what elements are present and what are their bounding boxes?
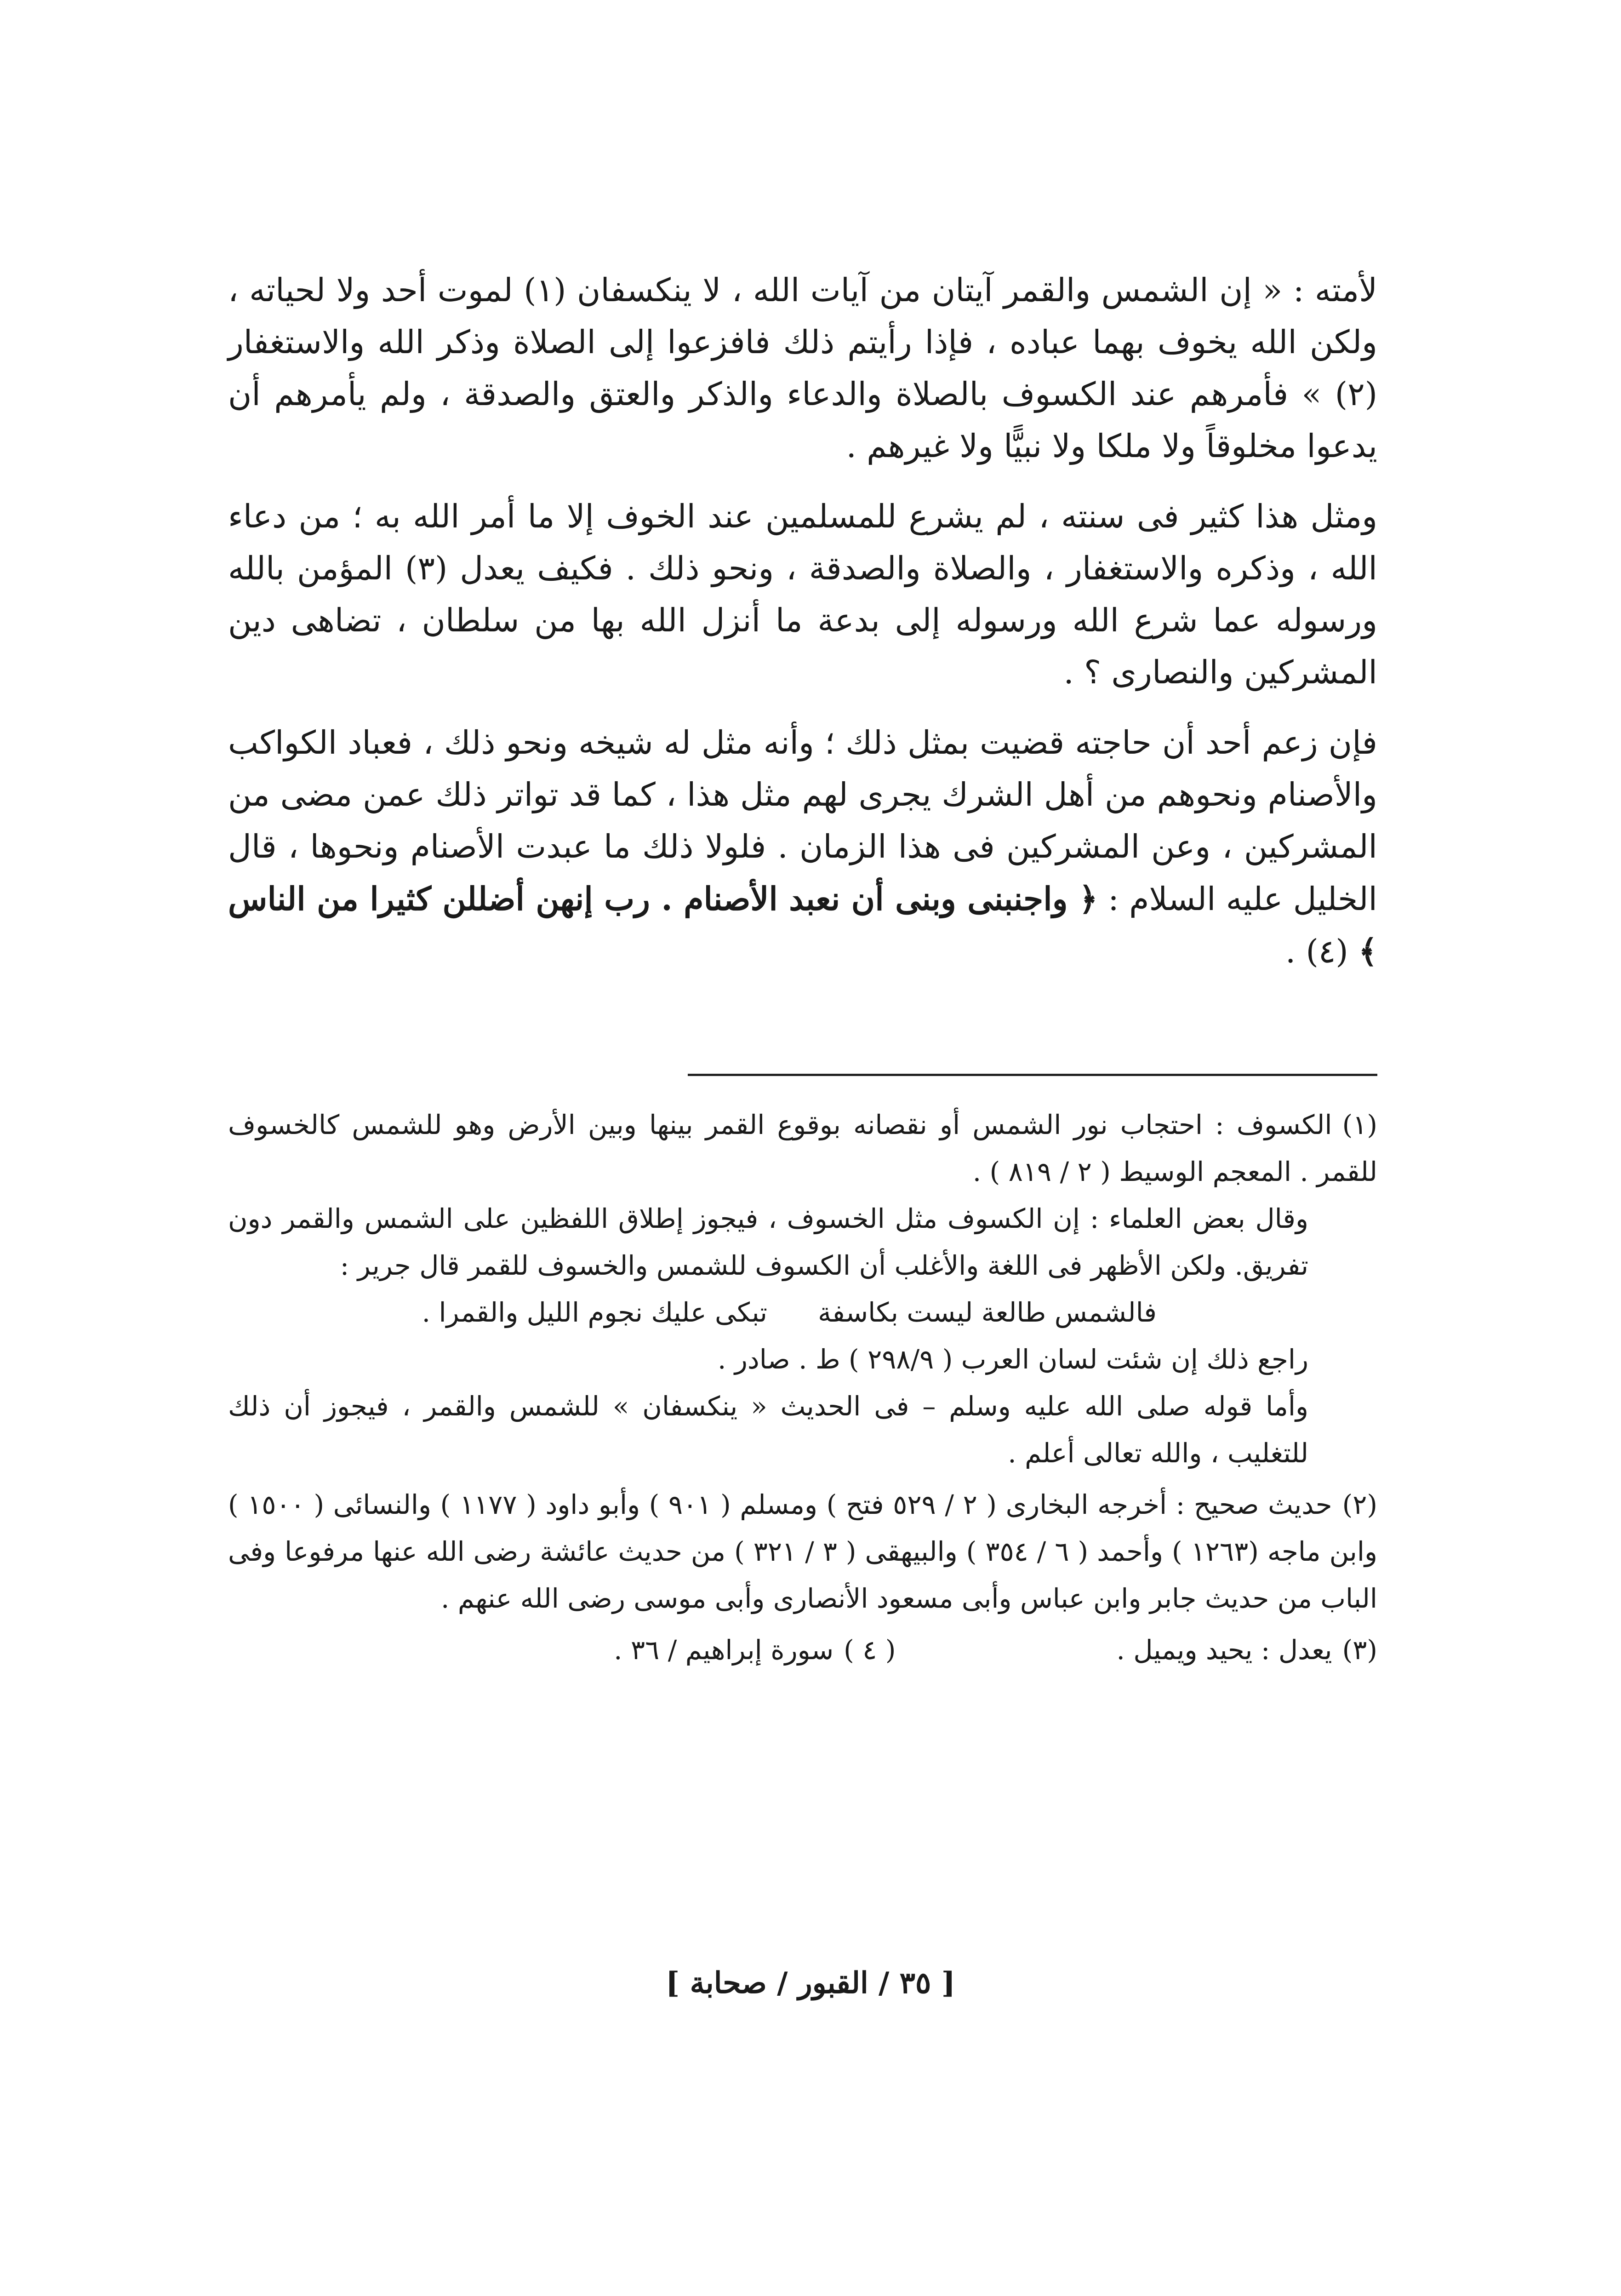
- footnote-3-number: (٣): [1342, 1634, 1377, 1666]
- page-footer: [ ٣٥ / القبور / صحابة ]: [666, 1966, 955, 2000]
- footnote-1-para4: وأما قوله صلى الله عليه وسلم – فى الحديث « ينكسفان » للشمس والقمر ، فيجوز أن ذلك للتغليب ، والله تعالى أعلم .: [228, 1391, 1308, 1469]
- paragraph-1: لأمته : « إن الشمس والقمر آيتان من آيات الله ، لا ينكسفان (١) لموت أحد ولا لحياته ، ولكن الله يخوف بهما عباده ، فإذا رأيتم ذلك فافزعوا إلى الصلاة وذكر الله والاستغفار (٢) » فأمرهم عند الكسوف بالصلاة والدعاء والذكر والعتق والصدقة ، ولم يأمرهم أن يدعوا مخلوقاً ولا ملكا ولا نبيًّا ولا غيرهم .: [228, 271, 1378, 465]
- quran-quote: ﴿ واجنبنى وبنى أن نعبد الأصنام . رب إنهن أضللن كثيرا من الناس ﴾: [228, 880, 1377, 970]
- paragraph-3-text: فإن زعم أحد أن حاجته قضيت بمثل ذلك ؛ وأنه مثل له شيخه ونحو ذلك ، فعباد الكواكب والأصنام ونحوهم من أهل الشرك يجرى لهم مثل هذا ، كما قد تواتر ذلك عمن مضى من المشركين ، وعن المشركين فى هذا الزمان . فلولا ذلك ما عبدت الأصنام ونحوها ، قال الخليل عليه السلام :: [228, 724, 1377, 918]
- footnote-1-para3: راجع ذلك إن شئت لسان العرب ( ٢٩٨/٩ ) ط . صادر .: [718, 1344, 1308, 1375]
- paragraph-3-ref: (٤) .: [1285, 933, 1358, 970]
- footnote-1-line1: الكسوف : احتجاب نور الشمس أو نقصانه بوقوع القمر بينها وبين الأرض وهو للشمس كالخسوف للقمر . المعجم الوسيط ( ٢ / ٨١٩ ) .: [228, 1109, 1377, 1187]
- verse-hemistich-1: فالشمس طالعة ليست بكاسفة: [818, 1297, 1157, 1328]
- footnote-2: [228, 1481, 1377, 1622]
- footnote-1-verse: [228, 1289, 1377, 1336]
- footnote-gap: [896, 1626, 1116, 1673]
- footnote-3-text: يعدل : يحيد ويميل .: [1116, 1634, 1332, 1666]
- verse-hemistich-2: تبكى عليك نجوم الليل والقمرا .: [422, 1297, 768, 1328]
- footnote-3: [1116, 1626, 1377, 1673]
- footnote-1-para2: وقال بعض العلماء : إن الكسوف مثل الخسوف ، فيجوز إطلاق اللفظين على الشمس والقمر دون تفريق. ولكن الأظهر فى اللغة والأغلب أن الكسوف للشمس والخسوف للقمر قال جرير :: [228, 1203, 1308, 1281]
- footnote-2-text: حديث صحيح : أخرجه البخارى ( ٢ / ٥٢٩ فتح ) ومسلم ( ٩٠١ ) وأبو داود ( ١١٧٧ ) والنسائى ( ١٥٠٠ ) وابن ماجه (١٢٦٣ ) وأحمد ( ٦ / ٣٥٤ ) والبيهقى ( ٣ / ٣٢١ ) من حديث عائشة رضى الله عنها مرفوعا وفى الباب من حديث جابر وابن عباس وأبى مسعود الأنصارى وأبى موسى رضى الله عنهم .: [228, 1489, 1377, 1614]
- footnote-4-number: ( ٤ ): [844, 1634, 896, 1666]
- main-text: [228, 264, 1377, 978]
- footnote-2-number: (٢): [1342, 1489, 1377, 1520]
- paragraph-3: [228, 717, 1377, 978]
- footnote-4: [614, 1626, 896, 1673]
- footnote-1-number: (١): [1342, 1109, 1377, 1140]
- footnote-1: [228, 1101, 1377, 1195]
- paragraph-2: ومثل هذا كثير فى سنته ، لم يشرع للمسلمين عند الخوف إلا ما أمر الله به ؛ من دعاء الله ، وذكره والاستغفار ، والصلاة والصدقة ، ونحو ذلك . فكيف يعدل (٣) المؤمن بالله ورسوله عما شرع الله ورسوله إلى بدعة ما أنزل الله بها من سلطان ، تضاهى دين المشركين والنصارى ؟ .: [228, 498, 1378, 691]
- footnote-4-text: سورة إبراهيم / ٣٦ .: [614, 1634, 834, 1666]
- footnote-row-3-4: [228, 1626, 1377, 1673]
- footnotes: [228, 1101, 1377, 1673]
- footnote-separator: [688, 1074, 1377, 1076]
